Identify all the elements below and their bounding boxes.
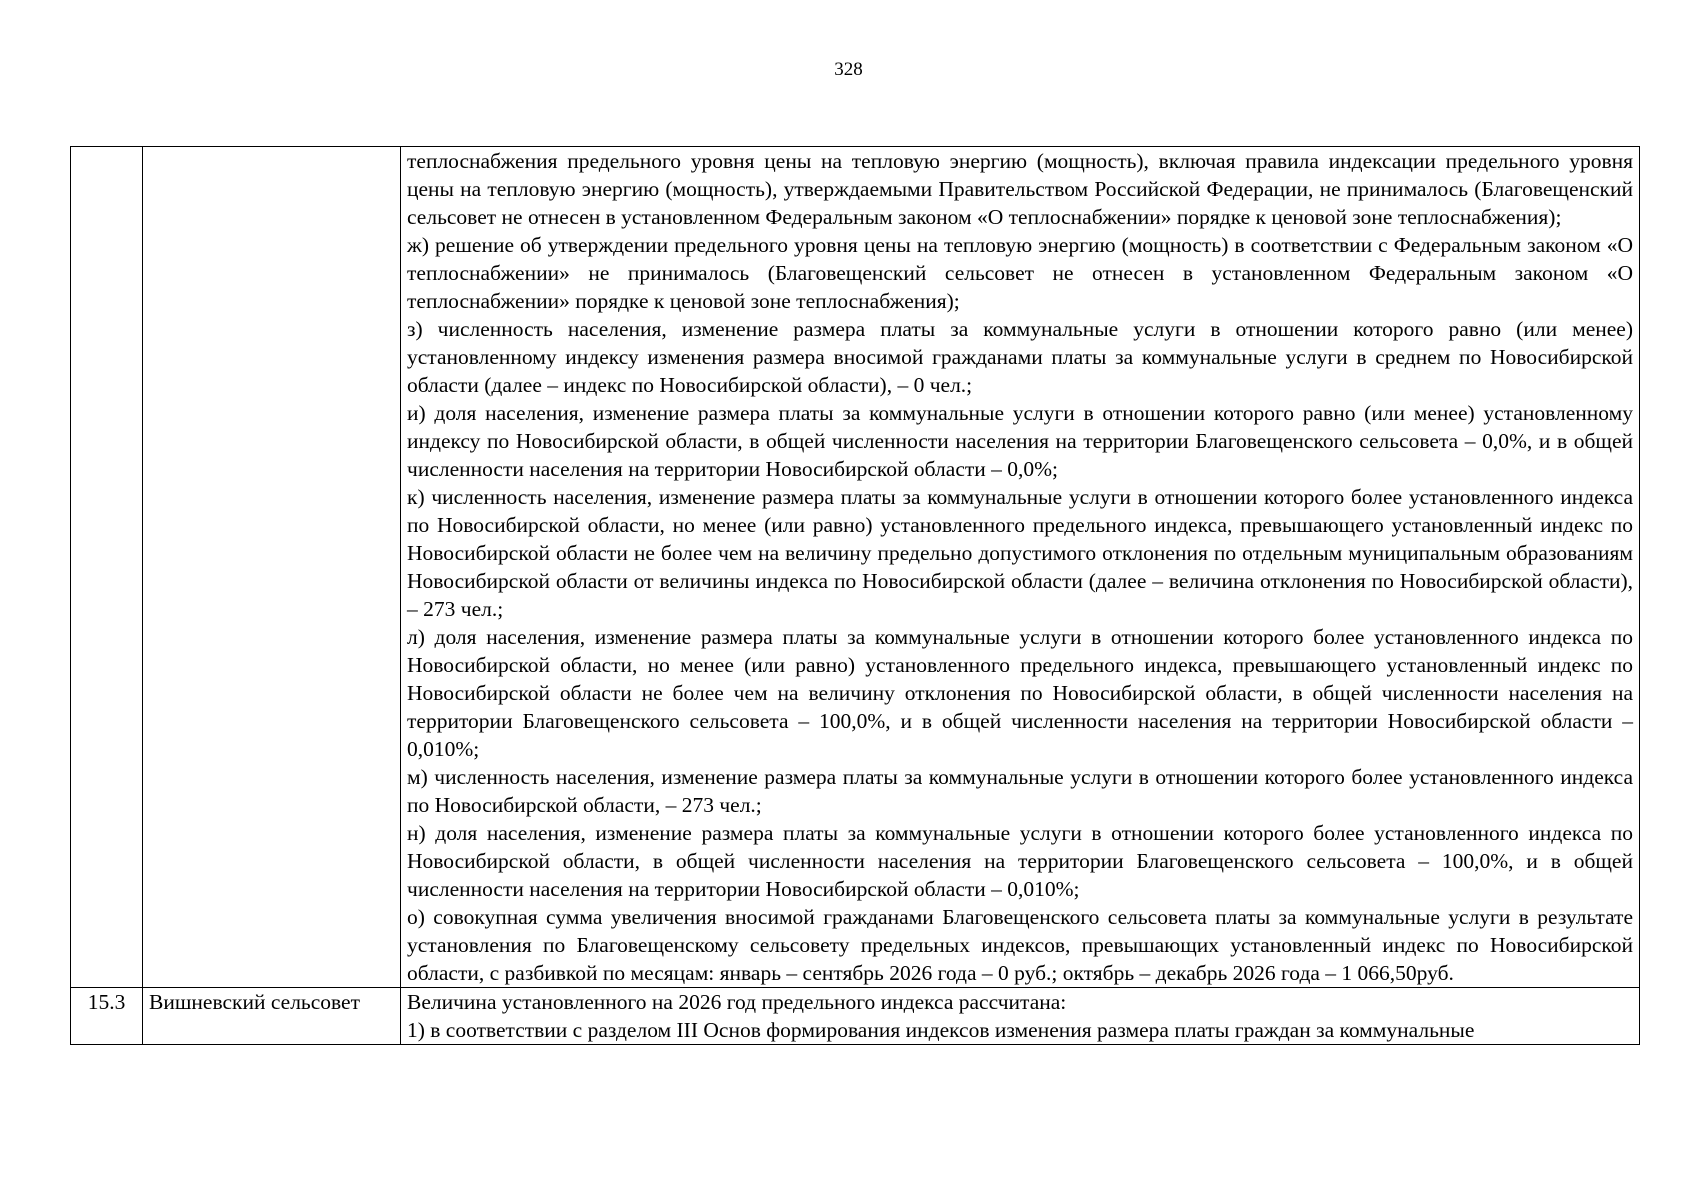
row-number-cell: [71, 147, 143, 988]
paragraph-m: м) численность населения, изменение размера платы за коммунальные услуги в отношении которого более установленного индекса по Новосибирской области, – 273 чел.;: [407, 765, 1633, 817]
document-table: [70, 146, 1640, 1045]
paragraph-z: з) численность населения, изменение размера платы за коммунальные услуги в отношении которого равно (или менее) установленному индексу изменения размера вносимой гражданами платы за коммунальные услуги в среднем по Новосибирской области (далее – индекс по Новосибирской области), – 0 чел.;: [407, 317, 1633, 397]
description-cell: [401, 988, 1640, 1045]
paragraph-l: л) доля населения, изменение размера платы за коммунальные услуги в отношении которого более установленного индекса по Новосибирской области, но менее (или равно) установленного предельного индекса, превышающего установленный индекс по Новосибирской области не более чем на величину отклонения по Новосибирской области, в общей численности населения на территории Благовещенского сельсовета – 100,0%, и в общей численности населения на территории Новосибирской области – 0,010%;: [407, 625, 1633, 761]
table-row: [71, 147, 1640, 988]
paragraph-k: к) численность населения, изменение размера платы за коммунальные услуги в отношении которого более установленного индекса по Новосибирской области, но менее (или равно) установленного предельного индекса, превышающего установленный индекс по Новосибирской области не более чем на величину предельно допустимого отклонения по отдельным муниципальным образованиям Новосибирской области от величины индекса по Новосибирской области (далее – величина отклонения по Новосибирской области), – 273 чел.;: [407, 485, 1633, 621]
paragraph: теплоснабжения предельного уровня цены на тепловую энергию (мощность), включая правила индексации предельного уровня цены на тепловую энергию (мощность), утверждаемыми Правительством Российской Федерации, не принималось (Благовещенский сельсовет не отнесен в установленном Федеральным законом «О теплоснабжении» порядке к ценовой зоне теплоснабжения);: [407, 149, 1633, 229]
paragraph-n: н) доля населения, изменение размера платы за коммунальные услуги в отношении которого более установленного индекса по Новосибирской области, в общей численности населения на территории Благовещенского сельсовета – 100,0%, и в общей численности населения на территории Новосибирской области – 0,010%;: [407, 821, 1633, 901]
table-row: [71, 988, 1640, 1045]
paragraph-i: и) доля населения, изменение размера платы за коммунальные услуги в отношении которого равно (или менее) установленному индексу по Новосибирской области, в общей численности населения на территории Благовещенского сельсовета – 0,0%, и в общей численности населения на территории Новосибирской области – 0,0%;: [407, 401, 1633, 481]
municipality-name-cell: Вишневский сельсовет: [143, 988, 401, 1045]
municipality-name-cell: [143, 147, 401, 988]
paragraph-intro: Величина установленного на 2026 год предельного индекса рассчитана:: [407, 990, 1067, 1014]
page-number: 328: [834, 59, 863, 80]
description-cell: [401, 147, 1640, 988]
paragraph-o: о) совокупная сумма увеличения вносимой гражданами Благовещенского сельсовета платы за коммунальные услуги в результате установления по Благовещенскому сельсовету предельных индексов, превышающих установленный индекс по Новосибирской области, с разбивкой по месяцам: январь – сентябрь 2026 года – 0 руб.; октябрь – декабрь 2026 года – 1 066,50руб.: [407, 905, 1633, 985]
paragraph-zh: ж) решение об утверждении предельного уровня цены на тепловую энергию (мощность) в соответствии с Федеральным законом «О теплоснабжении» не принималось (Благовещенский сельсовет не отнесен в установленном Федеральным законом «О теплоснабжении» порядке к ценовой зоне теплоснабжения);: [407, 233, 1633, 313]
row-number-cell: 15.3: [71, 988, 143, 1045]
paragraph-1: 1) в соответствии с разделом III Основ формирования индексов изменения размера платы граждан за коммунальные: [407, 1018, 1475, 1042]
